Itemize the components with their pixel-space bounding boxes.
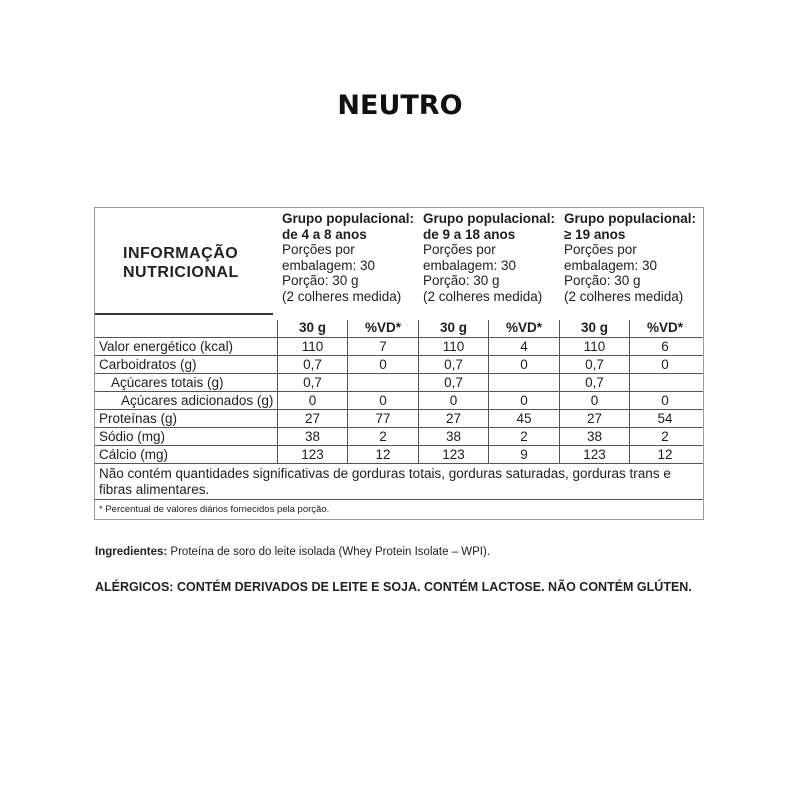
table-heading [123, 244, 239, 282]
nutrient-vd: 45 [516, 411, 532, 426]
table-note: Não contém quantidades significativas de gorduras totais, gorduras saturadas, gorduras trans e fibras alimentares. [99, 466, 671, 497]
group-age: de 4 a 8 anos [282, 226, 367, 242]
nutrient-vd: 0 [520, 393, 528, 408]
nutrient-amount: 38 [586, 429, 603, 444]
col-header-vd: %VD* [364, 320, 401, 335]
nutrient-vd: 0 [520, 357, 528, 372]
group-header-9-18 [423, 211, 555, 304]
nutrient-amount: 27 [304, 411, 321, 426]
ingredients-text: Proteína de soro do leite isolada (Whey Protein Isolate – WPI). [170, 546, 491, 558]
nutrient-amount: 38 [304, 429, 321, 444]
nutrient-vd: 12 [375, 447, 391, 462]
nutrient-vd: 9 [520, 447, 528, 462]
group-portion-note: (2 colheres medida) [282, 288, 402, 304]
nutrient-amount: 110 [583, 339, 606, 354]
col-header-amount: 30 g [580, 320, 608, 335]
group-header-4-8 [282, 211, 414, 304]
nutrient-amount: 27 [445, 411, 462, 426]
rule-note [95, 499, 703, 500]
nutrient-vd: 0 [661, 357, 669, 372]
group-portion: Porção: 30 g [564, 273, 641, 288]
col-header-vd: %VD* [505, 320, 542, 335]
nutrient-label: Sódio (mg) [99, 429, 166, 444]
nutrient-amount: 0,7 [444, 357, 463, 372]
ingredients-label: Ingredientes: [95, 546, 168, 558]
product-title: NEUTRO [337, 90, 463, 121]
nutrient-amount: 0 [590, 393, 599, 408]
group-title: Grupo populacional: [423, 211, 555, 226]
group-portion-note: (2 colheres medida) [564, 288, 684, 304]
group-servings-value: embalagem: 30 [282, 257, 376, 273]
nutrient-vd: 77 [375, 411, 391, 426]
allergens-statement: ALÉRGICOS: CONTÉM DERIVADOS DE LEITE E SOJA. CONTÉM LACTOSE. NÃO CONTÉM GLÚTEN. [95, 580, 692, 594]
nutrient-vd: 0 [379, 357, 387, 372]
nutrient-vd: 2 [379, 429, 387, 444]
nutrient-vd: 4 [520, 339, 528, 354]
nutrient-amount: 123 [583, 447, 606, 462]
nutrition-table [94, 207, 704, 520]
nutrient-vd: 0 [661, 393, 669, 408]
group-header-19-plus [564, 211, 696, 304]
nutrient-vd [489, 374, 559, 392]
group-servings-label: Porções por [423, 242, 496, 257]
group-portion: Porção: 30 g [423, 273, 500, 288]
nutrient-amount: 0,7 [303, 375, 322, 390]
group-servings-label: Porções por [282, 242, 355, 257]
nutrient-amount: 0 [308, 393, 317, 408]
nutrient-vd: 12 [657, 447, 673, 462]
col-header-amount: 30 g [439, 320, 467, 335]
nutrient-amount: 0,7 [585, 375, 604, 390]
nutrient-amount: 123 [301, 447, 324, 462]
col-header-amount: 30 g [298, 320, 326, 335]
nutrient-amount: 110 [301, 339, 324, 354]
group-servings-label: Porções por [564, 242, 637, 257]
nutrient-vd: 0 [379, 393, 387, 408]
nutrient-amount: 0,7 [303, 357, 322, 372]
nutrient-label: Proteínas (g) [99, 411, 178, 426]
group-title: Grupo populacional: [564, 211, 696, 226]
group-servings-value: embalagem: 30 [423, 257, 517, 273]
nutrient-label: Açúcares totais (g) [111, 375, 224, 390]
nutrient-amount: 0,7 [585, 357, 604, 372]
heading-rule [95, 313, 273, 315]
group-age: ≥ 19 anos [564, 226, 626, 242]
nutrient-amount: 38 [445, 429, 462, 444]
nutrient-label: Açúcares adicionados (g) [121, 393, 274, 408]
nutrient-amount: 110 [442, 339, 465, 354]
nutrient-label: Valor energético (kcal) [99, 339, 234, 354]
nutrient-amount: 0,7 [444, 375, 463, 390]
group-title: Grupo populacional: [282, 211, 414, 226]
nutrient-label: Carboidratos (g) [99, 357, 197, 372]
nutrient-vd [630, 374, 700, 392]
nutrient-label: Cálcio (mg) [99, 447, 169, 462]
nutrient-vd: 7 [379, 339, 387, 354]
nutrient-vd: 54 [657, 411, 673, 426]
table-heading-line1: INFORMAÇÃO [123, 245, 239, 262]
group-portion: Porção: 30 g [282, 273, 359, 288]
table-heading-line2: NUTRICIONAL [123, 264, 239, 281]
ingredients [95, 546, 490, 558]
nutrient-amount: 123 [442, 447, 465, 462]
table-footnote: * Percentual de valores diários fornecidos pela porção. [99, 504, 330, 515]
nutrient-vd [348, 374, 418, 392]
group-portion-note: (2 colheres medida) [423, 288, 543, 304]
nutrient-vd: 2 [520, 429, 528, 444]
col-header-vd: %VD* [646, 320, 683, 335]
nutrient-vd: 2 [661, 429, 669, 444]
nutrient-amount: 27 [586, 411, 603, 426]
group-age: de 9 a 18 anos [423, 226, 516, 242]
nutrient-amount: 0 [449, 393, 458, 408]
group-servings-value: embalagem: 30 [564, 257, 658, 273]
nutrient-vd: 6 [661, 339, 669, 354]
